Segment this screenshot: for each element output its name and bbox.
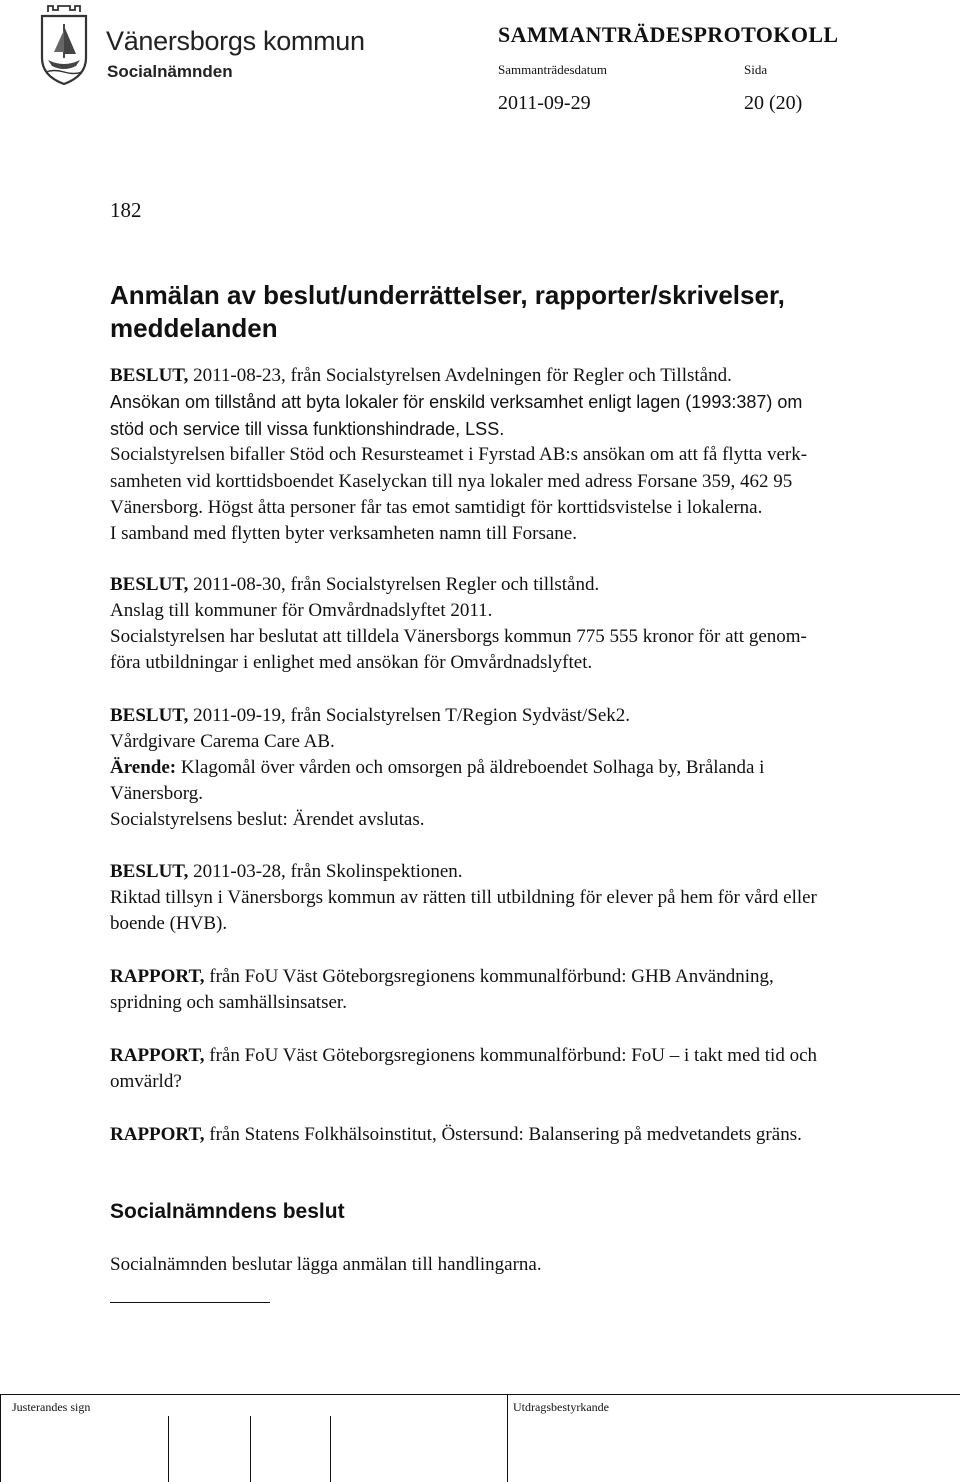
organization-name: Vänersborgs kommun (106, 26, 365, 56)
signature-line (110, 1302, 270, 1303)
item-source: 2011-08-23, från Socialstyrelsen Avdelningen för Regler och Tillstånd. (188, 365, 732, 386)
footer-divider (0, 1394, 1, 1482)
section-beslut-2 (110, 572, 807, 676)
case-text: Klagomål över vården och omsorgen på äldreboendet Solhaga by, Brålanda i (176, 757, 765, 778)
item-source: 2011-09-19, från Socialstyrelsen T/Region Sydväst/Sek2. (188, 705, 631, 726)
section-heading-line (110, 703, 764, 729)
text-line: boende (HVB). (110, 913, 228, 934)
text-line: Vänersborg. (110, 783, 204, 804)
page-number: 20 (20) (744, 92, 803, 114)
text-line: Socialstyrelsen har beslutat att tilldela Vänersborgs kommun 775 555 kronor för att genom- (110, 626, 807, 647)
item-kind: BESLUT, (110, 861, 189, 882)
text-line: Anslag till kommuner för Omvårdnadslyftet 2011. (110, 600, 493, 621)
signature-box-divider (250, 1416, 251, 1482)
item-kind: BESLUT, (110, 365, 189, 386)
section-beslut-4 (110, 859, 817, 937)
text-line (110, 755, 764, 781)
text-line: I samband med flytten byter verksamheten namn till Forsane. (110, 523, 577, 545)
case-label: Ärende: (110, 757, 177, 778)
section-rapport-2 (110, 1043, 817, 1095)
text-line: samheten vid korttidsboendet Kaselyckan till nya lokaler med adress Forsane 359, 462 95 (110, 470, 793, 492)
section-heading-line (110, 572, 807, 598)
extract-certification-label: Utdragsbestyrkande (513, 1400, 609, 1414)
document-title: SAMMANTRÄDESPROTOKOLL (498, 22, 839, 47)
item-source: från FoU Väst Göteborgsregionens kommunalförbund: GHB Användning, (204, 966, 774, 987)
text-line: Vänersborg. Högst åtta personer får tas emot samtidigt för korttidsvistelse i lokalerna. (110, 496, 763, 518)
section-heading-line (110, 363, 807, 389)
item-kind: RAPPORT, (110, 1124, 205, 1145)
footer-rule (0, 1394, 960, 1395)
item-source: från Statens Folkhälsoinstitut, Östersund: Balansering på medvetandets gräns. (204, 1124, 802, 1145)
signature-field-label: Justerandes sign (12, 1400, 91, 1414)
signature-box-divider (168, 1416, 169, 1482)
text-line: Socialstyrelsen bifaller Stöd och Resursteamet i Fyrstad AB:s ansökan om att få flytta verk- (110, 444, 808, 466)
item-source: 2011-08-30, från Socialstyrelsen Regler och tillstånd. (188, 574, 600, 595)
item-kind: RAPPORT, (110, 1045, 205, 1066)
section-heading-line (110, 1043, 817, 1069)
item-kind: RAPPORT, (110, 966, 205, 987)
paragraph-number: 182 (110, 198, 142, 222)
text-line: spridning och samhällsinsatser. (110, 992, 347, 1013)
decision-heading: Socialnämndens beslut (110, 1200, 345, 1223)
text-line: föra utbildningar i enlighet med ansökan för Omvårdnadslyftet. (110, 652, 593, 673)
signature-box-divider (330, 1416, 331, 1482)
text-line: omvärld? (110, 1071, 182, 1092)
meeting-date-value: 2011-09-29 (498, 92, 591, 114)
page-label: Sida (744, 62, 768, 77)
section-heading-line (110, 859, 817, 885)
item-title: Anmälan av beslut/underrättelser, rapporter/skrivelser, meddelanden (110, 280, 785, 343)
item-kind: BESLUT, (110, 705, 189, 726)
text-line: Socialstyrelsens beslut: Ärendet avslutas. (110, 809, 425, 830)
text-line: Vårdgivare Carema Care AB. (110, 731, 335, 752)
section-rapport-3 (110, 1122, 802, 1148)
section-beslut-1 (110, 363, 807, 548)
ship-crest-icon (42, 6, 86, 84)
item-source: 2011-03-28, från Skolinspektionen. (188, 861, 463, 882)
section-beslut-3 (110, 703, 764, 833)
section-heading-line (110, 1122, 802, 1148)
text-line: Ansökan om tillstånd att byta lokaler för enskild verksamhet enligt lagen (1993:387) om (110, 392, 803, 413)
decision-text: Socialnämnden beslutar lägga anmälan till handlingarna. (110, 1254, 542, 1275)
text-line: stöd och service till vissa funktionshindrade, LSS. (110, 418, 505, 439)
item-source: från FoU Väst Göteborgsregionens kommunalförbund: FoU – i takt med tid och (204, 1045, 817, 1066)
organization-unit: Socialnämnden (107, 62, 233, 81)
text-line: Riktad tillsyn i Vänersborgs kommun av rätten till utbildning för elever på hem för vård eller (110, 887, 817, 908)
item-kind: BESLUT, (110, 574, 189, 595)
meeting-date-label: Sammanträdesdatum (498, 62, 608, 77)
section-heading-line (110, 964, 774, 990)
section-rapport-1 (110, 964, 774, 1016)
footer-divider (507, 1394, 508, 1482)
coat-of-arms-logo (36, 2, 92, 86)
